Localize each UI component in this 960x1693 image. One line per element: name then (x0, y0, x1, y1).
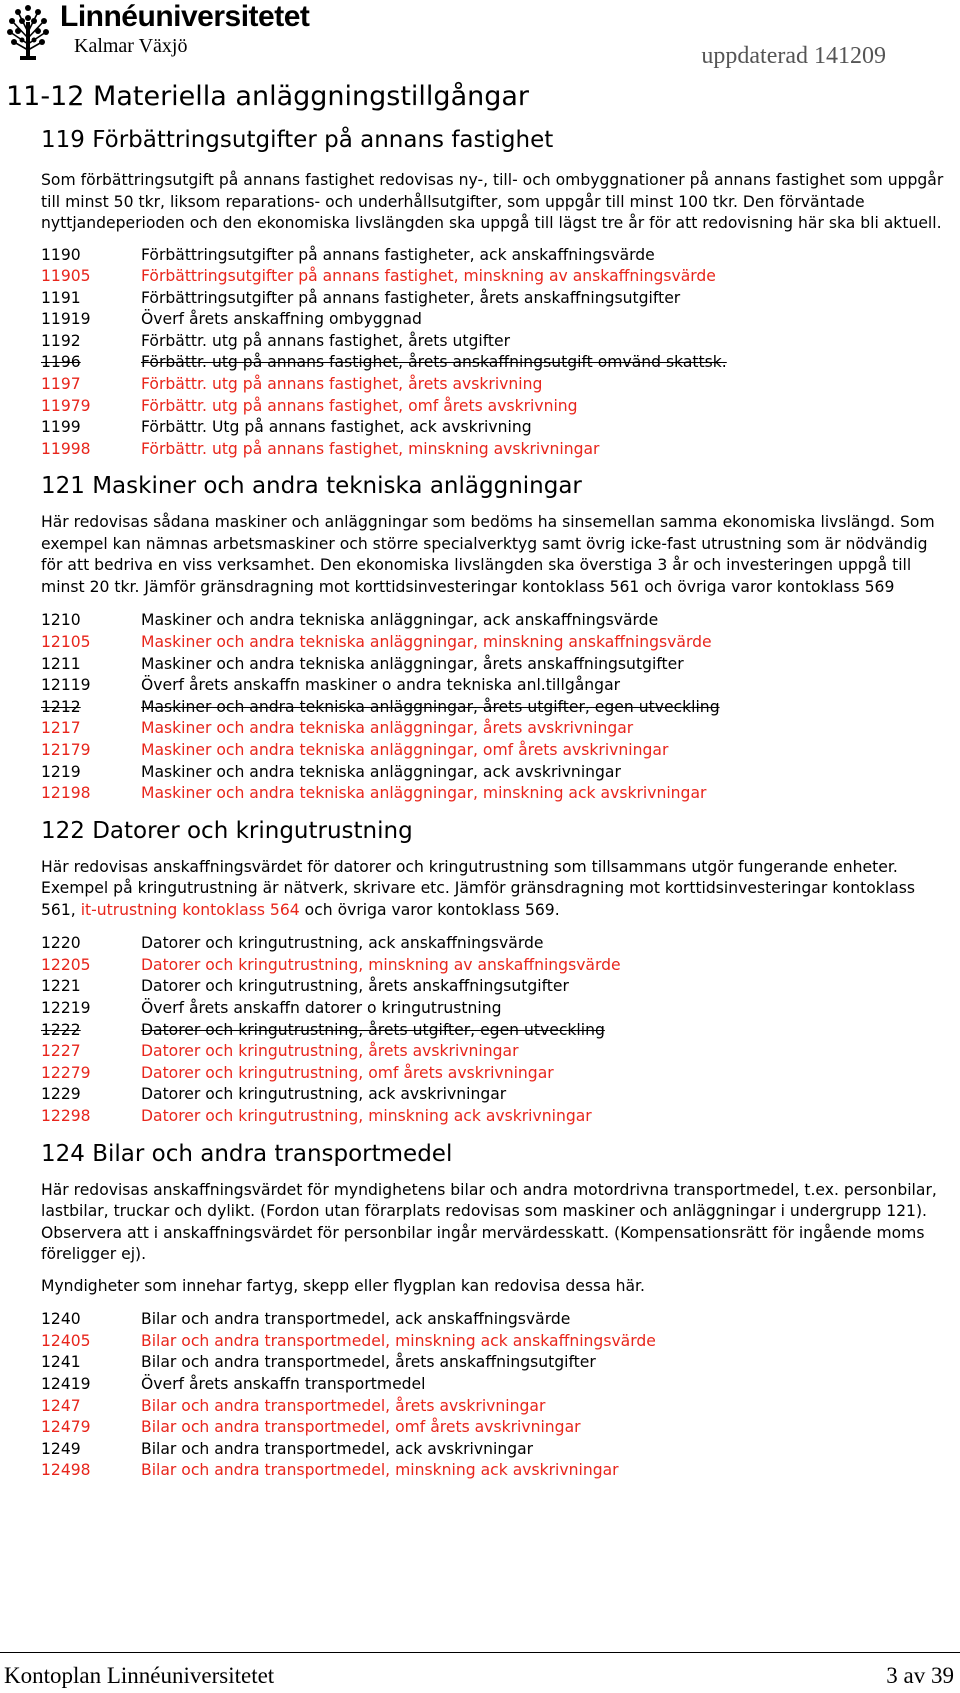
account-description: Bilar och andra transportmedel, minskning ack anskaffningsvärde (141, 1331, 656, 1350)
account-description: Maskiner och andra tekniska anläggningar, minskning ack avskrivningar (141, 784, 707, 803)
account-code: 1197 (41, 375, 81, 394)
account-code: 1210 (41, 611, 81, 630)
account-code: 12279 (41, 1063, 91, 1082)
account-row (41, 309, 946, 331)
account-code: 12498 (41, 1461, 91, 1480)
account-row (41, 955, 946, 977)
account-row (41, 1460, 946, 1482)
updated-date: uppdaterad 141209 (701, 43, 886, 69)
account-row (41, 439, 946, 461)
account-description: Bilar och andra transportmedel, årets avskrivningar (141, 1396, 546, 1415)
account-code: 1211 (41, 654, 81, 673)
logo-subtitle: Kalmar Växjö (74, 35, 188, 57)
account-code: 12219 (41, 999, 91, 1018)
account-description: Datorer och kringutrustning, årets anskaffningsutgifter (141, 977, 569, 996)
footer-title: Kontoplan Linnéuniversitetet (4, 1663, 275, 1688)
account-code: 1247 (41, 1396, 81, 1415)
section-121 (41, 470, 946, 804)
account-description: Maskiner och andra tekniska anläggningar, omf årets avskrivningar (141, 741, 669, 759)
account-code: 1241 (41, 1353, 81, 1372)
account-code: 12198 (41, 784, 91, 803)
account-code: 12105 (41, 633, 91, 652)
account-code: 12405 (41, 1331, 91, 1350)
account-code: 1227 (41, 1042, 81, 1061)
account-description: Datorer och kringutrustning, omf årets avskrivningar (141, 1063, 554, 1082)
account-description: Förbättr. utg på annans fastighet, minskning avskrivningar (141, 439, 600, 458)
account-row (41, 245, 946, 267)
account-row (41, 675, 946, 697)
account-code: 1229 (41, 1085, 81, 1104)
account-description: Bilar och andra transportmedel, ack anskaffningsvärde (141, 1310, 571, 1329)
account-row (41, 718, 946, 740)
account-row (41, 697, 946, 719)
account-description: Datorer och kringutrustning, minskning ack avskrivningar (141, 1107, 592, 1126)
account-code: 12119 (41, 676, 91, 695)
account-row (41, 1439, 946, 1461)
account-code: 12298 (41, 1107, 91, 1126)
account-code: 1192 (41, 331, 81, 350)
account-description: Bilar och andra transportmedel, ack avskrivningar (141, 1439, 534, 1458)
account-code: 1219 (41, 762, 81, 781)
account-description: Datorer och kringutrustning, årets avskrivningar (141, 1042, 519, 1061)
section-paragraph (41, 857, 946, 922)
account-code: 1191 (41, 288, 81, 307)
account-row (41, 632, 946, 654)
account-row (41, 1396, 946, 1418)
account-code: 1217 (41, 719, 81, 738)
account-code: 1249 (41, 1439, 81, 1458)
section-paragraph: Myndigheter som innehar fartyg, skepp eller flygplan kan redovisa dessa här. (41, 1276, 645, 1295)
account-code: 1212 (41, 697, 81, 716)
account-description: Bilar och andra transportmedel, omf årets avskrivningar (141, 1418, 581, 1437)
account-row (41, 374, 946, 396)
account-row (41, 1331, 946, 1353)
account-code: 1220 (41, 934, 81, 953)
logo-wordmark: Linnéuniversitetet (60, 0, 310, 33)
highlighted-text: it-utrustning kontoklass 564 (80, 900, 300, 919)
account-row (41, 654, 946, 676)
account-code: 1221 (41, 977, 81, 996)
account-description: Bilar och andra transportmedel, årets anskaffningsutgifter (141, 1353, 596, 1372)
paragraph-text: Här redovisas anskaffningsvärdet för datorer och kringutrustning som tillsammans utgör fungerande enheter. Exempel på kringutrustning är nätverk, skrivare etc. Jämför gränsdragning mot korttidsinvesteringar kontoklass 561, (41, 857, 915, 919)
section-heading: 119 Förbättringsutgifter på annans fastighet (41, 127, 554, 153)
account-row (41, 331, 946, 353)
section-119 (41, 124, 946, 460)
account-code: 1196 (41, 353, 81, 372)
section-paragraph: Här redovisas sådana maskiner och anläggningar som bedöms ha sinsemellan samma ekonomiska livslängd. Som exempel kan nämnas arbetsmaskiner och större specialverktyg samt övrig icke-fast utrustning som är nödvändig för att bedriva en viss verksamhet. Den ekonomiska livslängden ska överstiga 3 år och investeringen uppgå till minst 20 tkr. Jämför gränsdragning mot korttidsinvesteringar kontoklass 561 och övriga varor kontoklass 569 (41, 513, 935, 596)
account-description: Maskiner och andra tekniska anläggningar, årets avskrivningar (141, 719, 634, 738)
account-description: Maskiner och andra tekniska anläggningar, minskning anskaffningsvärde (141, 633, 712, 652)
page-footer (0, 1652, 960, 1691)
account-description: Förbättr. utg på annans fastighet, omf årets avskrivning (141, 396, 578, 415)
account-row (41, 1041, 946, 1063)
account-description: Maskiner och andra tekniska anläggningar, årets utgifter, egen utveckling (141, 697, 720, 716)
section-124 (41, 1138, 946, 1482)
account-row (41, 417, 946, 439)
account-code: 11919 (41, 310, 91, 329)
account-row (41, 998, 946, 1020)
account-row (41, 1084, 946, 1106)
account-code: 1240 (41, 1310, 81, 1329)
section-heading: 124 Bilar och andra transportmedel (41, 1140, 453, 1167)
account-row (41, 1417, 946, 1439)
account-list (41, 610, 946, 804)
account-row (41, 1309, 946, 1331)
account-code: 12419 (41, 1374, 91, 1393)
account-description: Förbättr. utg på annans fastighet, årets utgifter (141, 331, 511, 350)
account-row (41, 740, 946, 762)
account-description: Överf årets anskaffning ombyggnad (141, 310, 422, 329)
account-row (41, 396, 946, 418)
account-description: Förbättr. Utg på annans fastighet, ack avskrivning (141, 418, 532, 437)
account-row (41, 352, 946, 374)
account-description: Datorer och kringutrustning, ack avskrivningar (141, 1085, 507, 1104)
account-row (41, 783, 946, 805)
account-description: Datorer och kringutrustning, ack anskaffningsvärde (141, 934, 544, 953)
account-description: Maskiner och andra tekniska anläggningar, ack avskrivningar (141, 762, 621, 781)
section-paragraph: Som förbättringsutgift på annans fastighet redovisas ny-, till- och ombyggnationer på annans fastighet som uppgår till minst 50 tkr, liksom reparations- och underhållsutgifter, som uppgår till minst 100 tkr. Den förväntade nyttjandeperioden och den ekonomiska livslängden ska uppgå till lägst tre år för att redovisning här ska bli aktuell. (41, 171, 944, 232)
account-row (41, 762, 946, 784)
section-heading: 121 Maskiner och andra tekniska anläggningar (41, 473, 582, 500)
document-body (41, 124, 946, 1482)
account-row (41, 1374, 946, 1396)
account-code: 1199 (41, 418, 81, 437)
account-row (41, 266, 946, 288)
account-description: Förbättringsutgifter på annans fastighet, minskning av anskaffningsvärde (141, 267, 716, 286)
account-description: Förbättr. utg på annans fastighet, årets anskaffningsutgift omvänd skattsk. (141, 353, 727, 372)
page-number: 3 av 39 (886, 1663, 954, 1688)
account-code: 1190 (41, 245, 81, 264)
tree-logo-icon (4, 2, 52, 62)
account-row (41, 1106, 946, 1128)
account-description: Datorer och kringutrustning, årets utgifter, egen utveckling (141, 1020, 605, 1039)
account-code: 12179 (41, 741, 91, 759)
account-description: Överf årets anskaffn datorer o kringutrustning (141, 999, 502, 1018)
account-row (41, 1063, 946, 1085)
account-code: 11998 (41, 439, 91, 458)
account-row (41, 1020, 946, 1042)
account-description: Överf årets anskaffn maskiner o andra tekniska anl.tillgångar (141, 676, 621, 695)
account-list (41, 933, 946, 1127)
account-row (41, 976, 946, 998)
account-description: Förbättr. utg på annans fastighet, årets avskrivning (141, 375, 543, 394)
page-header (0, 0, 960, 80)
account-description: Datorer och kringutrustning, minskning av anskaffningsvärde (141, 955, 621, 974)
account-row (41, 1352, 946, 1374)
account-list (41, 245, 946, 461)
account-row (41, 933, 946, 955)
account-code: 11979 (41, 396, 91, 415)
section-122 (41, 815, 946, 1128)
account-row (41, 610, 946, 632)
account-description: Maskiner och andra tekniska anläggningar, ack anskaffningsvärde (141, 611, 659, 630)
account-description: Förbättringsutgifter på annans fastigheter, ack anskaffningsvärde (141, 245, 655, 264)
account-description: Överf årets anskaffn transportmedel (141, 1374, 426, 1393)
account-code: 1222 (41, 1020, 81, 1039)
section-paragraph: Här redovisas anskaffningsvärdet för myndighetens bilar och andra motordrivna transportmedel, t.ex. personbilar, lastbilar, truckar och dylikt. (Fordon utan förarplats redovisas som maskiner och anläggningar i undergrupp 121). Observera att i anskaffningsvärdet för personbilar ingår mervärdesskatt. (Kompensationsrätt för ingående moms föreligger ej). (41, 1180, 937, 1264)
page-title: 11-12 Materiella anläggningstillgångar (6, 81, 530, 112)
account-description: Maskiner och andra tekniska anläggningar, årets anskaffningsutgifter (141, 654, 684, 673)
account-list (41, 1309, 946, 1482)
account-row (41, 288, 946, 310)
section-heading: 122 Datorer och kringutrustning (41, 817, 413, 844)
account-code: 11905 (41, 267, 91, 286)
account-code: 12479 (41, 1418, 91, 1437)
account-description: Förbättringsutgifter på annans fastigheter, årets anskaffningsutgifter (141, 288, 681, 307)
account-code: 12205 (41, 955, 91, 974)
paragraph-text: och övriga varor kontoklass 569. (299, 900, 560, 919)
account-description: Bilar och andra transportmedel, minskning ack avskrivningar (141, 1461, 619, 1480)
